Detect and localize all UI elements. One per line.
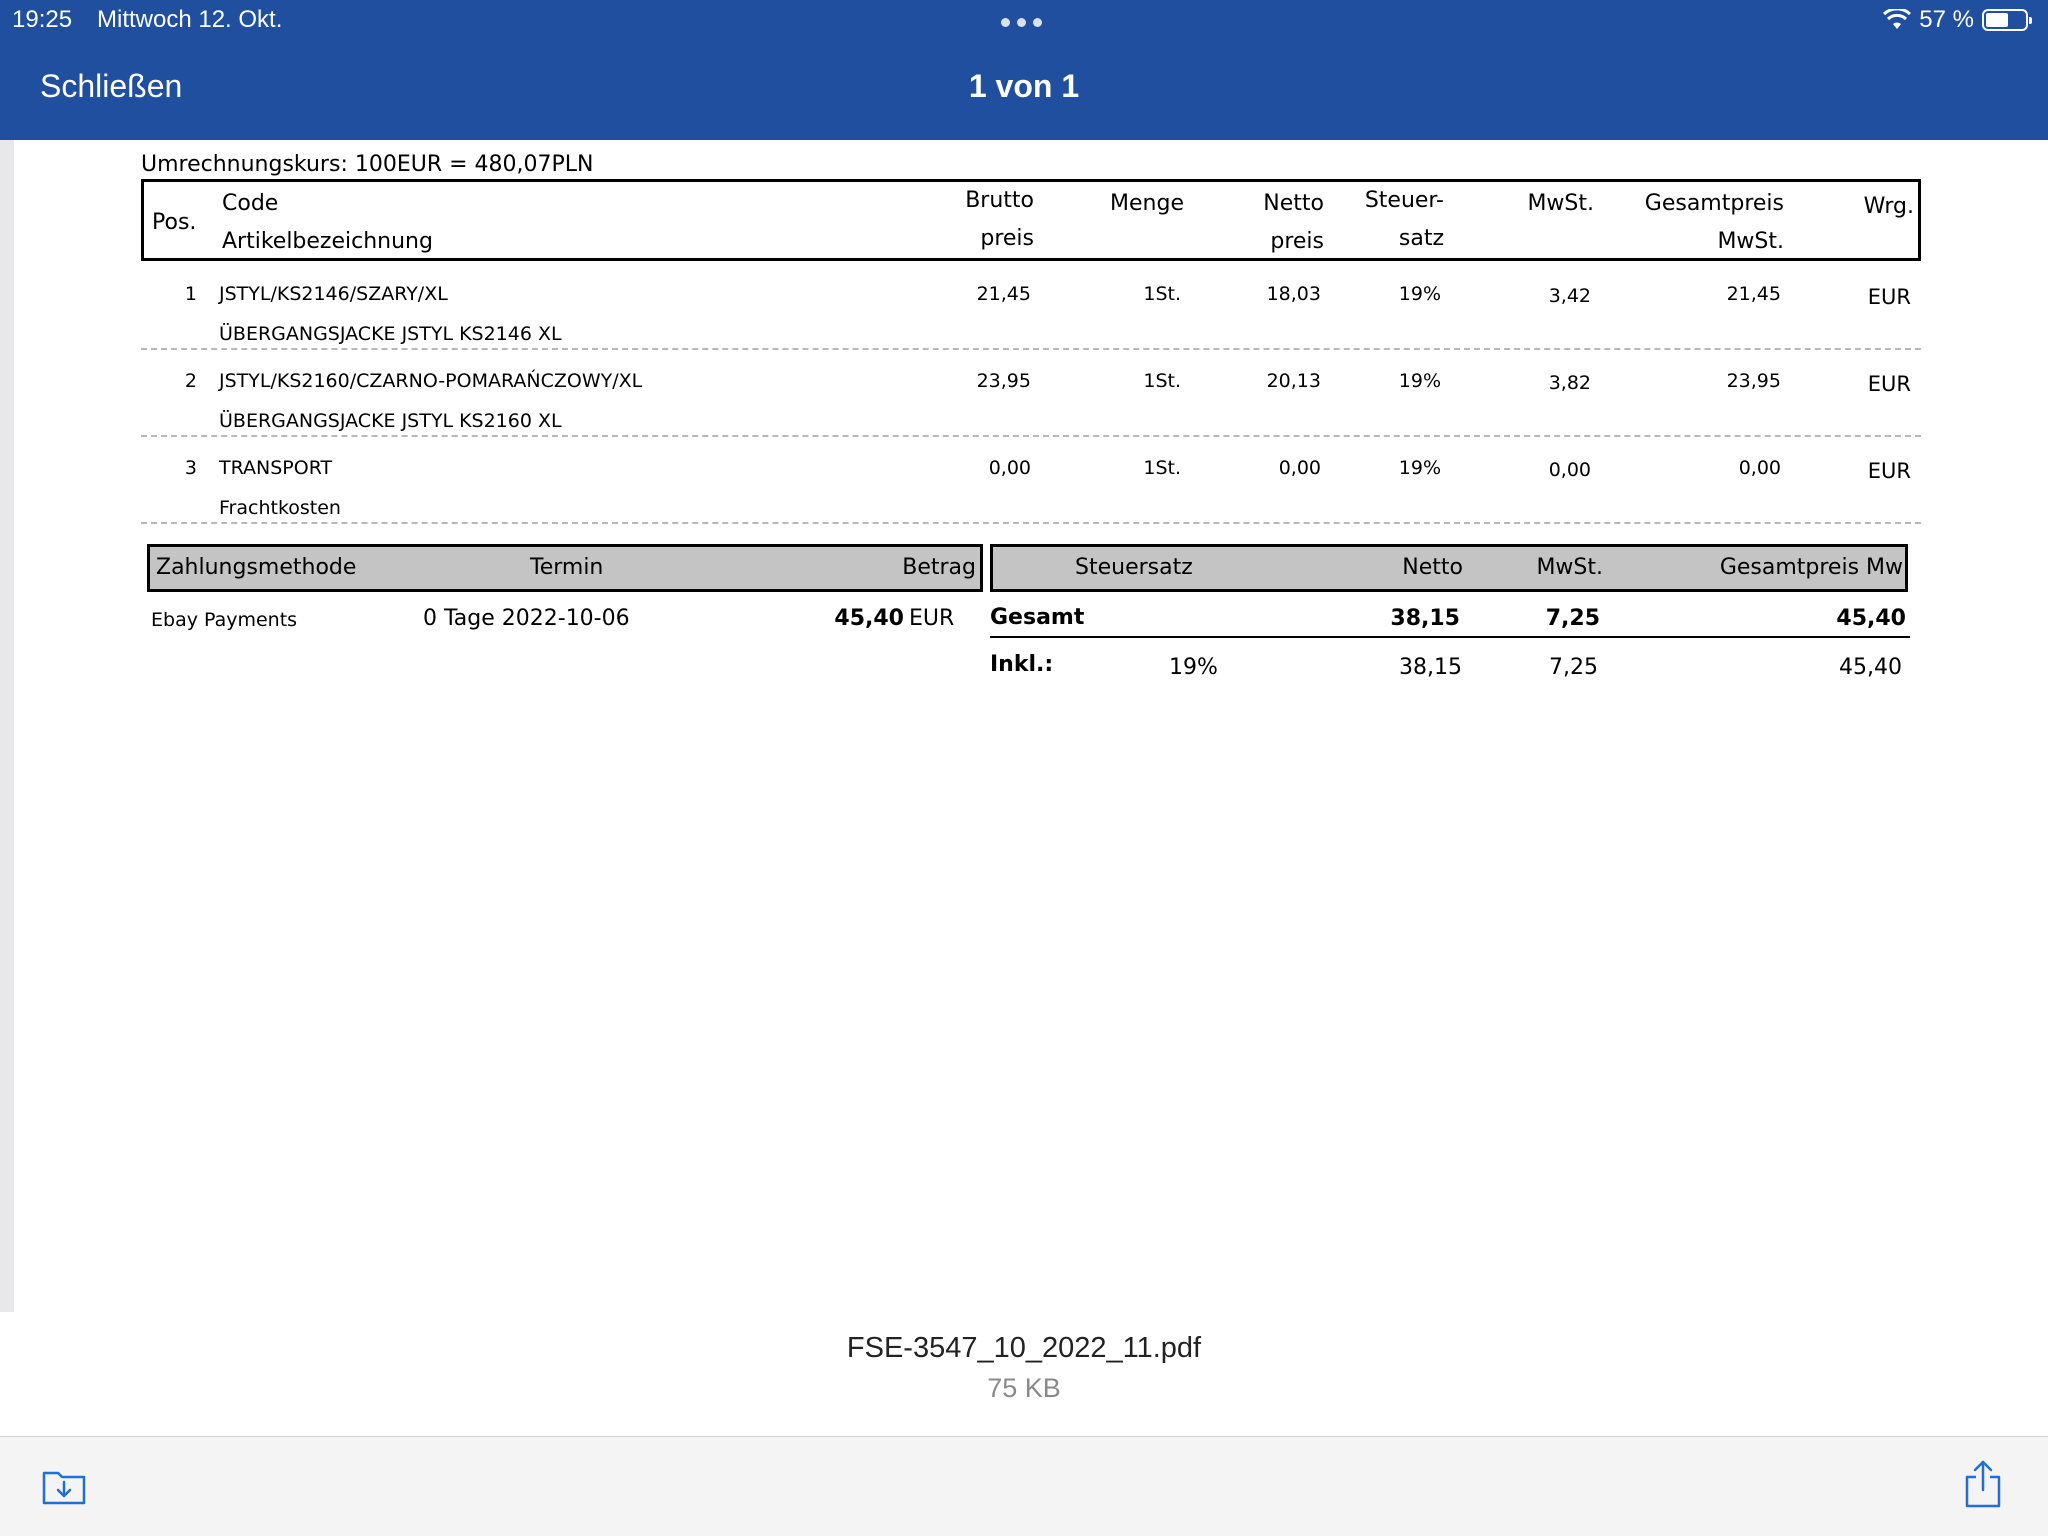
header-wrg: Wrg. (1863, 194, 1914, 219)
incl-rate: 19% (1169, 655, 1218, 680)
total-gesamt: 45,40 (1836, 606, 1906, 631)
file-info (0, 1312, 2048, 1436)
header-article: Artikelbezeichnung (222, 229, 433, 254)
battery-percentage: 57 % (1919, 6, 1974, 33)
item-netto: 0,00 (1278, 457, 1321, 479)
item-mwst: 0,00 (1548, 459, 1591, 481)
item-name: ÜBERGANGSJACKE JSTYL KS2160 XL (219, 410, 562, 432)
header-termin: Termin (530, 555, 604, 580)
close-button[interactable]: Schließen (40, 68, 183, 104)
payment-currency: EUR (909, 606, 955, 631)
header-steuersatz: Steuersatz (1075, 555, 1193, 580)
header-steuer-satz: satz (1398, 226, 1444, 251)
item-menge: 1St. (1143, 370, 1181, 392)
payment-method: Ebay Payments (151, 609, 298, 631)
header-netto: Netto (1263, 191, 1324, 216)
exchange-rate: Umrechnungskurs: 100EUR = 480,07PLN (141, 152, 594, 177)
incl-netto: 38,15 (1399, 655, 1462, 680)
item-pos: 3 (184, 457, 197, 479)
item-wrg: EUR (1867, 459, 1911, 483)
item-code: TRANSPORT (219, 457, 333, 479)
table-row (141, 437, 1921, 524)
item-brutto: 21,45 (976, 283, 1031, 305)
incl-mwst: 7,25 (1549, 655, 1598, 680)
battery-icon (1982, 9, 2028, 31)
item-menge: 1St. (1143, 457, 1181, 479)
total-divider (990, 636, 1910, 638)
item-wrg: EUR (1867, 372, 1911, 396)
share-icon[interactable] (1962, 1459, 2004, 1509)
header-netto-preis: preis (1270, 229, 1324, 254)
item-pos: 1 (184, 283, 197, 305)
item-netto: 20,13 (1266, 370, 1321, 392)
item-gesamt: 0,00 (1738, 457, 1781, 479)
total-mwst: 7,25 (1545, 606, 1600, 631)
tax-table-header (990, 544, 1908, 592)
header-mwst: MwSt. (1527, 191, 1594, 216)
header-brutto-preis: preis (980, 226, 1034, 251)
header-zahlungsmethode: Zahlungsmethode (156, 555, 357, 580)
item-mwst: 3,42 (1548, 285, 1591, 307)
payment-table-header (147, 544, 983, 592)
header-menge: Menge (1110, 191, 1184, 216)
item-gesamt: 23,95 (1726, 370, 1781, 392)
incl-gesamt: 45,40 (1839, 655, 1902, 680)
header-netto-sum: Netto (1402, 555, 1463, 580)
header-pos: Pos. (152, 210, 197, 235)
item-steuersatz: 19% (1398, 370, 1441, 392)
top-bar (0, 0, 2048, 140)
header-betrag: Betrag (902, 555, 976, 580)
item-code: JSTYL/KS2146/SZARY/XL (219, 283, 448, 305)
pdf-page[interactable] (14, 140, 2048, 1312)
header-code: Code (222, 191, 279, 216)
total-label: Gesamt (990, 605, 1085, 630)
table-row (141, 263, 1921, 350)
item-name: Frachtkosten (219, 497, 341, 519)
item-code: JSTYL/KS2160/CZARNO-POMARAŃCZOWY/XL (219, 370, 643, 392)
header-gesamt-mwst: MwSt. (1717, 229, 1784, 254)
header-gesamtpreis: Gesamtpreis Mw (1719, 555, 1903, 580)
item-steuersatz: 19% (1398, 283, 1441, 305)
payment-amount: 45,40 (834, 606, 904, 631)
status-right (1883, 6, 2028, 34)
total-netto: 38,15 (1390, 606, 1460, 631)
header-brutto: Brutto (965, 188, 1034, 213)
wifi-icon (1883, 9, 1911, 31)
item-menge: 1St. (1143, 283, 1181, 305)
multitasking-dots-icon[interactable] (1001, 18, 1042, 27)
item-netto: 18,03 (1266, 283, 1321, 305)
item-name: ÜBERGANGSJACKE JSTYL KS2146 XL (219, 323, 562, 345)
page-counter: 1 von 1 (968, 68, 1080, 104)
incl-label: Inkl.: (990, 652, 1054, 677)
item-wrg: EUR (1867, 285, 1911, 309)
bottom-toolbar (0, 1436, 2048, 1536)
items-table-header (141, 179, 1921, 261)
file-name: FSE-3547_10_2022_11.pdf (846, 1332, 1202, 1364)
item-brutto: 0,00 (988, 457, 1031, 479)
payment-termin: 0 Tage 2022-10-06 (423, 606, 630, 631)
header-gesamt: Gesamtpreis (1644, 191, 1784, 216)
item-gesamt: 21,45 (1726, 283, 1781, 305)
table-row (141, 350, 1921, 437)
save-to-files-icon[interactable] (42, 1467, 86, 1505)
status-date: Mittwoch 12. Okt. (97, 6, 283, 33)
item-brutto: 23,95 (976, 370, 1031, 392)
item-steuersatz: 19% (1398, 457, 1441, 479)
file-size: 75 KB (987, 1373, 1061, 1403)
header-mwst-sum: MwSt. (1536, 555, 1603, 580)
header-steuer: Steuer- (1364, 188, 1444, 213)
item-mwst: 3,82 (1548, 372, 1591, 394)
item-pos: 2 (184, 370, 197, 392)
status-time: 19:25 (12, 6, 73, 33)
